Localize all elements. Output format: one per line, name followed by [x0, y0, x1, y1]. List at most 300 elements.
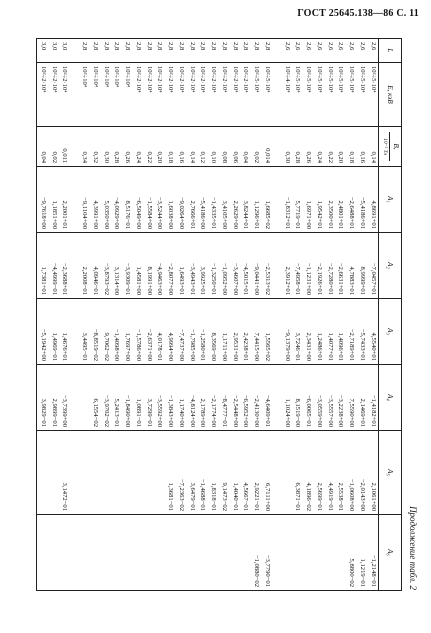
- cell-a1: 5,7719−01: [292, 167, 303, 233]
- table-row: [132, 39, 143, 591]
- cell-l: 2,6: [335, 39, 346, 63]
- cell-a2: −3,4943+01: [186, 233, 197, 299]
- cell-e: 10²÷2·10⁴: [229, 63, 240, 127]
- table-row: [111, 39, 122, 591]
- cell-a5: 6,3871−01: [292, 431, 303, 515]
- cell-a2: 1,4581+00: [132, 233, 143, 299]
- cell-a6: [281, 515, 292, 591]
- cell-a3: −7,4737+00: [175, 299, 186, 365]
- cell-a2: 4,7883+01: [346, 233, 357, 299]
- cell-l: 2,8: [175, 39, 186, 63]
- cell-a5: 1,8318−01: [208, 431, 219, 515]
- cell-a2: 8,9999+01: [356, 233, 367, 299]
- cell-a5: −1,0608+00: [346, 431, 357, 515]
- table-row: [313, 39, 324, 591]
- cell-a2: −4,4999−01: [48, 233, 59, 299]
- cell-a2: −3,4607+00: [229, 233, 240, 299]
- cell-a5: 1,3681−01: [165, 431, 176, 515]
- cell-a6: [154, 515, 165, 591]
- cell-a2: 3,1314+00: [111, 233, 122, 299]
- cell-e: 10²÷2·10⁴: [37, 63, 49, 127]
- cell-a5: 6,7111+00: [261, 431, 272, 515]
- table-row: [367, 39, 378, 591]
- cell-a2: −3,8793−02: [100, 233, 111, 299]
- cell-b: 0,34: [79, 127, 90, 167]
- table-body: [37, 39, 379, 591]
- cell-e: 10²÷2·10⁴: [175, 63, 186, 127]
- cell-a4: 3,9829−01: [37, 365, 49, 431]
- cell-e: 10²÷5·10⁴: [313, 63, 324, 127]
- cell-a4: 2,1469+01: [356, 365, 367, 431]
- cell-l: 2,8: [240, 39, 251, 63]
- cell-e: 10²÷5·10⁴: [346, 63, 357, 127]
- cell-b: 0,14: [367, 127, 378, 167]
- table-row: [154, 39, 165, 591]
- cell-a3: 8,3569−00: [208, 299, 219, 365]
- page-header: ГОСТ 25645.138—86 С. 11: [297, 8, 419, 19]
- cell-a5: [37, 431, 49, 515]
- cell-b: 0,02: [48, 127, 59, 167]
- gap-cell: [70, 127, 79, 167]
- gap-cell: [70, 515, 79, 591]
- cell-a5: 4,1896−02: [303, 431, 314, 515]
- cell-l: 3,0: [59, 39, 70, 63]
- cell-e: 10²÷2·10⁴: [186, 63, 197, 127]
- cell-a6: [37, 515, 49, 591]
- cell-a6: [240, 515, 251, 591]
- cell-a4: 7,5590+00: [346, 365, 357, 431]
- cell-a1: −5,4186+00: [197, 167, 208, 233]
- cell-a1: −5,4186+01: [356, 167, 367, 233]
- cell-a6: [218, 515, 229, 591]
- cell-a5: [122, 431, 133, 515]
- cell-a5: [281, 431, 292, 515]
- cell-a2: −2,8077+00: [165, 233, 176, 299]
- col-header-A1: A₁: [379, 167, 402, 233]
- cell-a5: [48, 431, 59, 515]
- cell-a5: [143, 431, 154, 515]
- col-header-B-label: B,: [392, 143, 400, 150]
- cell-l: 2,8: [132, 39, 143, 63]
- cell-a3: 4,0178−01: [154, 299, 165, 365]
- cell-a5: [89, 431, 100, 515]
- cell-a5: [111, 431, 122, 515]
- cell-b: 0,02: [251, 127, 262, 167]
- cell-a3: 1,1711+00: [218, 299, 229, 365]
- cell-a6: [89, 515, 100, 591]
- cell-l: 2,6: [356, 39, 367, 63]
- cell-e: 10²÷2·10⁴: [154, 63, 165, 127]
- table-row: [356, 39, 367, 591]
- table-row: [165, 39, 176, 591]
- cell-b: 0,08: [218, 127, 229, 167]
- cell-a1: −4,0929+00: [111, 167, 122, 233]
- cell-a6: [335, 515, 346, 591]
- col-header-A2: A₂: [379, 233, 402, 299]
- table-row: [48, 39, 59, 591]
- cell-l: 2,6: [281, 39, 292, 63]
- gap-cell: [70, 233, 79, 299]
- table-row: [229, 39, 240, 591]
- cell-a6: [48, 515, 59, 591]
- gap-cell: [70, 167, 79, 233]
- cell-a3: −2,6371+00: [143, 299, 154, 365]
- cell-a2: −2,5313+02: [261, 233, 272, 299]
- cell-a4: 2,1789+00: [197, 365, 208, 431]
- cell-l: 2,8: [154, 39, 165, 63]
- cell-a3: −1,5786+00: [132, 299, 143, 365]
- cell-l: 2,8: [208, 39, 219, 63]
- cell-l: 2,8: [197, 39, 208, 63]
- cell-a5: [154, 431, 165, 515]
- cell-a6: 5,8800−02: [346, 515, 357, 591]
- cell-a4: 3,7299−01: [143, 365, 154, 431]
- cell-a1: 8,5176−01: [122, 167, 133, 233]
- cell-a4: −4,8124+00: [186, 365, 197, 431]
- cell-a1: −1,8312+01: [281, 167, 292, 233]
- cell-a4: −3,2238+00: [335, 365, 346, 431]
- cell-a4: 5,2413−01: [111, 365, 122, 431]
- gap-cell: [272, 167, 281, 233]
- cell-a3: −1,4098+00: [111, 299, 122, 365]
- col-header-A5: A₅: [379, 431, 402, 515]
- cell-a3: −1,2580+01: [197, 299, 208, 365]
- cell-e: 10²÷2·10⁴: [59, 63, 70, 127]
- cell-l: 2,6: [292, 39, 303, 63]
- gap-cell: [70, 39, 79, 63]
- cell-b: 0,12: [197, 127, 208, 167]
- table-row: [175, 39, 186, 591]
- cell-a1: 4,8691+01: [367, 167, 378, 233]
- cell-a6: [303, 515, 314, 591]
- cell-a2: 2,2008−01: [79, 233, 90, 299]
- cell-a1: 1,1851+00: [48, 167, 59, 233]
- cell-a4: −3,9702−02: [100, 365, 111, 431]
- table-row: [59, 39, 70, 591]
- cell-a5: 3,6479−01: [186, 431, 197, 515]
- cell-a4: −3,7399+00: [59, 365, 70, 431]
- gap-cell: [70, 365, 79, 431]
- cell-e: 10²÷5·10⁴: [335, 63, 346, 127]
- cell-b: 0,14: [186, 127, 197, 167]
- cell-l: 2,8: [89, 39, 100, 63]
- cell-b: 0,20: [154, 127, 165, 167]
- cell-e: 10²÷2·10⁴: [165, 63, 176, 127]
- cell-e: 10²÷5·10⁴: [303, 63, 314, 127]
- group-gap: [272, 39, 281, 591]
- cell-l: 2,6: [313, 39, 324, 63]
- cell-a5: −2,0143+00: [356, 431, 367, 515]
- cell-a3: 1,7697+00: [122, 299, 133, 365]
- cell-a2: −2,6631+01: [335, 233, 346, 299]
- cell-a2: −2,3688+01: [59, 233, 70, 299]
- cell-a1: −1,4335+01: [208, 167, 219, 233]
- cell-e: 10²÷5·10⁴: [324, 63, 335, 127]
- cell-a4: −2,4130+00: [251, 365, 262, 431]
- cell-a3: 1,4077+01: [324, 299, 335, 365]
- cell-a1: −2,6488+01: [346, 167, 357, 233]
- cell-b: 0,30: [100, 127, 111, 167]
- cell-a3: 2,9531+00: [229, 299, 240, 365]
- cell-a6: [100, 515, 111, 591]
- cell-b: 0,04: [37, 127, 49, 167]
- cell-a1: 2,2629+00: [229, 167, 240, 233]
- table-row: [346, 39, 357, 591]
- cell-a1: 2,7666+01: [186, 167, 197, 233]
- cell-e: 10²÷5·10⁴: [261, 63, 272, 127]
- cell-b: 0,30: [281, 127, 292, 167]
- cell-a3: 3,7246−01: [292, 299, 303, 365]
- cell-a2: −4,5015+01: [240, 233, 251, 299]
- cell-a2: −4,9463+00: [154, 233, 165, 299]
- table-row: [186, 39, 197, 591]
- col-header-A6: A₆: [379, 515, 402, 591]
- gap-cell: [70, 63, 79, 127]
- table-row: [251, 39, 262, 591]
- cell-a3: 1,4969−01: [48, 299, 59, 365]
- cell-l: 2,6: [367, 39, 378, 63]
- cell-a6: −3,7790−01: [261, 515, 272, 591]
- table-header-row: [379, 39, 402, 591]
- cell-a4: 6,1554−02: [89, 365, 100, 431]
- cell-a6: [165, 515, 176, 591]
- cell-a6: [292, 515, 303, 591]
- cell-e: 10²÷2·10⁴: [218, 63, 229, 127]
- gap-cell: [272, 63, 281, 127]
- cell-a1: −1,5584+00: [143, 167, 154, 233]
- cell-a2: −3,9309−01: [122, 233, 133, 299]
- cell-l: 2,8: [251, 39, 262, 63]
- table-row: [122, 39, 133, 591]
- cell-l: 2,8: [165, 39, 176, 63]
- cell-l: 2,6: [303, 39, 314, 63]
- cell-e: 10²÷2·10⁴: [240, 63, 251, 127]
- cell-b: 0,18: [346, 127, 357, 167]
- col-header-B-unit: 10⁻² Тл: [380, 132, 390, 161]
- cell-a5: 2,5699−01: [313, 431, 324, 515]
- cell-b: 0,011: [59, 127, 70, 167]
- table-row: [335, 39, 346, 591]
- cell-a4: −1,4182+01: [367, 365, 378, 431]
- cell-a4: −3,5592+00: [154, 365, 165, 431]
- cell-a2: −1,1231+00: [303, 233, 314, 299]
- cell-a3: 2,3431+00: [303, 299, 314, 365]
- cell-e: 10²÷10⁴: [89, 63, 100, 127]
- table-row: [303, 39, 314, 591]
- cell-a4: −3,5557+00: [324, 365, 335, 431]
- group-gap: [70, 39, 79, 591]
- cell-b: 0,10: [208, 127, 219, 167]
- cell-a1: 2,2001+01: [59, 167, 70, 233]
- cell-a5: 2,5538−01: [335, 431, 346, 515]
- cell-a4: 8,1519−00: [292, 365, 303, 431]
- cell-a1: 1,1296+01: [251, 167, 262, 233]
- cell-a1: −9,0264+00: [175, 167, 186, 233]
- cell-a6: [59, 515, 70, 591]
- cell-a4: 1,1024+00: [281, 365, 292, 431]
- table-row: [240, 39, 251, 591]
- cell-a4: −2,5448+00: [229, 365, 240, 431]
- cell-a4: −6,0065−01: [303, 365, 314, 431]
- cell-a2: −7,0457+01: [367, 233, 378, 299]
- cell-a6: [186, 515, 197, 591]
- cell-a6: [324, 515, 335, 591]
- cell-a5: [132, 431, 143, 515]
- cell-a1: 4,3991+00: [89, 167, 100, 233]
- cell-a3: 1,2486+01: [313, 299, 324, 365]
- gap-cell: [272, 127, 281, 167]
- table-row: [89, 39, 100, 591]
- cell-b: 0,014: [261, 127, 272, 167]
- cell-e: 10²÷2·10⁴: [143, 63, 154, 127]
- cell-a3: 4,9994+00: [165, 299, 176, 365]
- cell-l: 2,8: [111, 39, 122, 63]
- cell-a3: 4,5540+01: [367, 299, 378, 365]
- cell-a6: [229, 515, 240, 591]
- col-header-A3: A₃: [379, 299, 402, 365]
- cell-a4: 1,1740+00: [175, 365, 186, 431]
- cell-b: 0,16: [356, 127, 367, 167]
- table-row: [79, 39, 90, 591]
- table-row: [292, 39, 303, 591]
- cell-l: 2,8: [229, 39, 240, 63]
- table-row: [281, 39, 292, 591]
- cell-a6: [197, 515, 208, 591]
- cell-a2: 2,3912+01: [281, 233, 292, 299]
- cell-a4: −6,5952+00: [240, 365, 251, 431]
- cell-a3: 1,4676+01: [59, 299, 70, 365]
- cell-l: 3,0: [37, 39, 49, 63]
- cell-l: 2,8: [122, 39, 133, 63]
- cell-a3: 2,4238+01: [240, 299, 251, 365]
- cell-l: 2,6: [324, 39, 335, 63]
- cell-a1: −6,5049+00: [132, 167, 143, 233]
- cell-e: 10²÷5·10⁴: [356, 63, 367, 127]
- cell-b: 0,28: [292, 127, 303, 167]
- col-header-B: [379, 127, 402, 167]
- cell-e: 10²÷5·10⁴: [251, 63, 262, 127]
- cell-a3: 7,4415+00: [251, 299, 262, 365]
- cell-a2: 1,7381+01: [37, 233, 49, 299]
- cell-a1: 2,3500+01: [324, 167, 335, 233]
- cell-a3: 1,4096+01: [335, 299, 346, 365]
- cell-e: 10²÷2·10⁴: [132, 63, 143, 127]
- cell-a3: −9,1379+00: [281, 299, 292, 365]
- cell-a6: [313, 515, 324, 591]
- cell-a5: 3,1472−01: [59, 431, 70, 515]
- cell-a1: 5,0350+00: [100, 167, 111, 233]
- cell-e: 10²÷10⁴: [79, 63, 90, 127]
- gap-cell: [70, 431, 79, 515]
- cell-a3: −5,7433+01: [356, 299, 367, 365]
- cell-a6: [122, 515, 133, 591]
- cell-a4: −3,0559+00: [313, 365, 324, 431]
- cell-a1: 1,9542+01: [313, 167, 324, 233]
- cell-l: 2,6: [346, 39, 357, 63]
- cell-a2: 4,0946−01: [89, 233, 100, 299]
- table-row: [100, 39, 111, 591]
- cell-e: 10²÷2·10⁴: [197, 63, 208, 127]
- cell-a6: 1,1219−01: [356, 515, 367, 591]
- cell-a2: −1,3250+01: [208, 233, 219, 299]
- cell-e: 10²÷2·10⁴: [48, 63, 59, 127]
- cell-a1: −3,5244+00: [154, 167, 165, 233]
- cell-a5: 2,1061+00: [367, 431, 378, 515]
- gap-cell: [272, 39, 281, 63]
- cell-l: 2,8: [186, 39, 197, 63]
- cell-a3: −5,1942+00: [37, 299, 49, 365]
- cell-a6: −1,2148−01: [367, 515, 378, 591]
- col-header-A4: A₄: [379, 365, 402, 431]
- table-row: [143, 39, 154, 591]
- cell-a1: 1,6685+02: [261, 167, 272, 233]
- cell-b: 0,18: [165, 127, 176, 167]
- cell-a4: −4,6409+01: [261, 365, 272, 431]
- cell-a3: 3,4495−01: [79, 299, 90, 365]
- rotated-table-area: [36, 38, 418, 590]
- cell-a1: 1,6038+00: [165, 167, 176, 233]
- cell-l: 2,8: [100, 39, 111, 63]
- cell-a2: −9,0441+00: [251, 233, 262, 299]
- table-row: [261, 39, 272, 591]
- cell-a3: −1,7985+00: [186, 299, 197, 365]
- cell-a6: −1,0880−02: [251, 515, 262, 591]
- cell-a2: −2,7280+01: [324, 233, 335, 299]
- coefficients-table: [36, 38, 402, 591]
- gap-cell: [272, 365, 281, 431]
- cell-a5: −1,4688−01: [197, 431, 208, 515]
- cell-b: 0,06: [229, 127, 240, 167]
- cell-b: 0,28: [111, 127, 122, 167]
- cell-a6: [175, 515, 186, 591]
- cell-a2: 8,1991+00: [143, 233, 154, 299]
- cell-b: 0,26: [122, 127, 133, 167]
- cell-a1: 3,4105+00: [218, 167, 229, 233]
- cell-a4: −1,3843+00: [165, 365, 176, 431]
- cell-a4: −2,1774+00: [208, 365, 219, 431]
- table-row: [197, 39, 208, 591]
- cell-a1: 1,6971+00: [303, 167, 314, 233]
- cell-b: 0,32: [89, 127, 100, 167]
- cell-l: 2,8: [218, 39, 229, 63]
- cell-a2: −1,0952+00: [218, 233, 229, 299]
- cell-e: 10²÷5·10⁴: [292, 63, 303, 127]
- cell-a4: 2,9899−01: [48, 365, 59, 431]
- table-row: [218, 39, 229, 591]
- cell-a6: [79, 515, 90, 591]
- cell-a6: [208, 515, 219, 591]
- cell-a1: −9,7618+00: [37, 167, 49, 233]
- col-header-L: L: [379, 39, 402, 63]
- table-row: [324, 39, 335, 591]
- cell-a3: 1,5565+02: [261, 299, 272, 365]
- cell-l: 2,8: [79, 39, 90, 63]
- cell-l: 3,0: [48, 39, 59, 63]
- cell-a3: −8,8519−02: [89, 299, 100, 365]
- gap-cell: [272, 515, 281, 591]
- cell-a6: [132, 515, 143, 591]
- gap-cell: [272, 233, 281, 299]
- cell-a4: [79, 365, 90, 431]
- cell-a5: 4,5667−01: [240, 431, 251, 515]
- cell-a2: −2,1926+01: [313, 233, 324, 299]
- cell-e: 10²÷10⁴: [100, 63, 111, 127]
- cell-e: 10²÷4·10⁴: [281, 63, 292, 127]
- col-header-E: E, кэВ: [379, 63, 402, 127]
- cell-l: 2,8: [261, 39, 272, 63]
- cell-b: 0,24: [132, 127, 143, 167]
- cell-a3: 9,7062−02: [100, 299, 111, 365]
